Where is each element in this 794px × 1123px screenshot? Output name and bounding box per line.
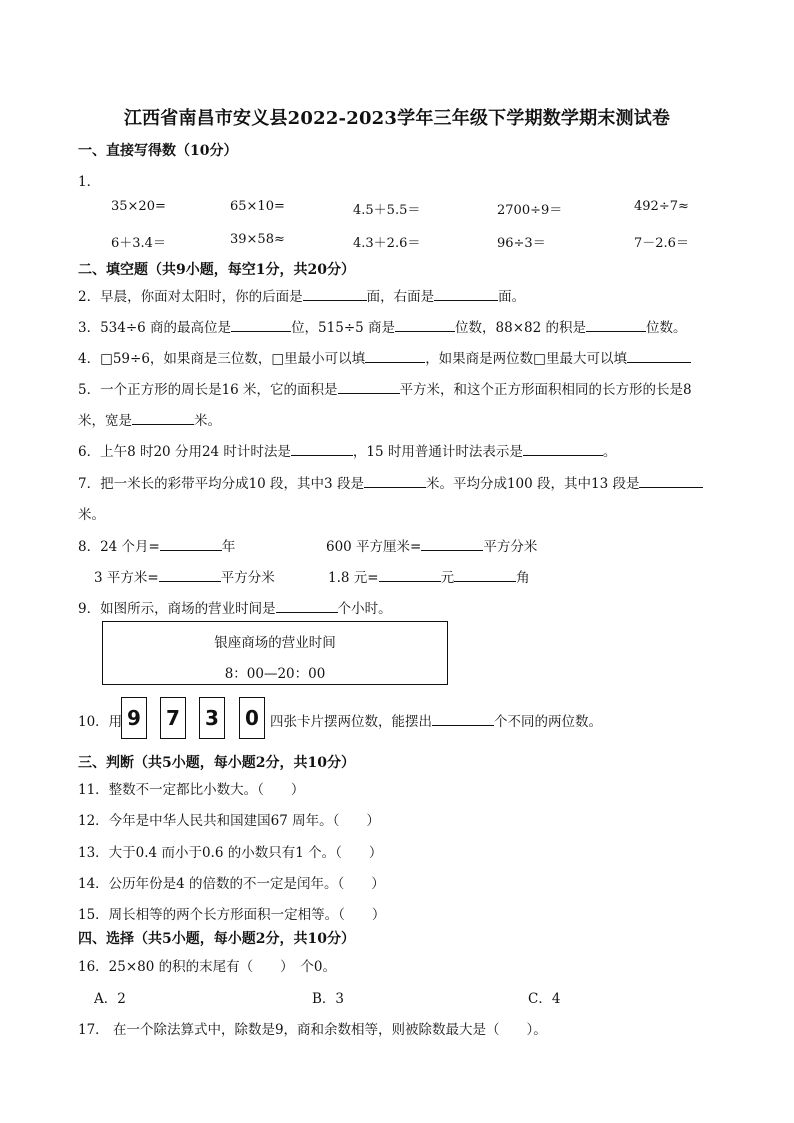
calc-item: 65×10=: [230, 199, 285, 214]
answer-blank[interactable]: [364, 473, 426, 488]
question-15: 15．周长相等的两个长方形面积一定相等。（ ）: [78, 907, 386, 923]
question-2: [78, 285, 525, 305]
question-5: [78, 378, 692, 398]
question-8-row-1b: [326, 535, 537, 555]
question-7: [78, 472, 703, 492]
calc-item: 35×20=: [111, 199, 166, 214]
question-3: [78, 316, 687, 336]
answer-blank[interactable]: [159, 567, 221, 582]
q3-text-c: 位数，88×82 的积是: [455, 320, 586, 336]
q10-text-b: 四张卡片摆两位数，能摆出: [270, 714, 432, 730]
answer-blank[interactable]: [586, 317, 646, 332]
calc-item: 39×58≈: [230, 232, 285, 247]
calc-item: 7－2.6＝: [634, 236, 689, 251]
answer-blank[interactable]: [434, 286, 498, 301]
q8-text-b: 年: [221, 539, 236, 555]
q8-text-g: 1.8 元=: [328, 570, 379, 586]
question-8-row-2b: [328, 566, 530, 586]
calc-item: 6＋3.4＝: [111, 236, 166, 251]
business-hours-box: [102, 621, 448, 685]
answer-blank[interactable]: [132, 410, 194, 425]
question-10-prefix: 10．用: [78, 714, 123, 730]
q9-text-b: 个小时。: [337, 601, 392, 617]
calc-item: 492÷7≈: [634, 199, 689, 214]
section-1-heading: 一、直接写得数（10分）: [78, 143, 238, 159]
question-13: 13．大于0.4 而小于0.6 的小数只有1 个。（ ）: [78, 845, 383, 861]
q5-text-a: 5．一个正方形的周长是16 米，它的面积是: [78, 382, 338, 398]
question-7-cont: [78, 503, 105, 523]
calc-item: 4.3＋2.6＝: [353, 236, 421, 251]
digit-card: 3: [199, 697, 225, 739]
page-title: 江西省南昌市安义县2022-2023学年三年级下学期数学期末测试卷: [123, 108, 671, 129]
answer-blank[interactable]: [303, 286, 367, 301]
q2-text-c: 面。: [498, 289, 526, 305]
q5-text-c: 米，宽是: [78, 413, 132, 429]
question-8-row-1: [78, 535, 235, 555]
question-11: 11．整数不一定都比小数大。（ ）: [78, 782, 305, 798]
q8-text-h: 元: [440, 570, 455, 586]
q3-text-a: 3．534÷6 商的最高位是: [78, 320, 232, 336]
question-17: 17． 在一个除法算式中，除数是9，商和余数相等，则被除数最大是（ ）。: [78, 1022, 547, 1038]
digit-card: 7: [160, 697, 186, 739]
question-14: 14．公历年份是4 的倍数的不一定是闰年。（ ）: [78, 876, 385, 892]
q4-text-b: ，如果商是两位数□里最大可以填: [425, 351, 627, 367]
digit-card: 0: [239, 697, 265, 739]
section-3-heading: 三、判断（共5小题，每小题2分，共10分）: [78, 755, 355, 771]
q7-text-b: 米。平均分成100 段，其中13 段是: [425, 476, 640, 492]
digit-card: 9: [121, 697, 147, 739]
q7-text-c: 米。: [78, 507, 105, 523]
question-8-row-2: [94, 566, 275, 586]
answer-blank[interactable]: [365, 348, 425, 363]
calc-item: 96÷3＝: [497, 236, 546, 251]
business-hours-title: 银座商场的营业时间: [214, 635, 336, 651]
answer-blank[interactable]: [432, 711, 494, 726]
q8-text-f: 平方分米: [220, 570, 275, 586]
q2-text-a: 2．早晨，你面对太阳时，你的后面是: [78, 289, 303, 305]
answer-blank[interactable]: [454, 567, 516, 582]
answer-blank[interactable]: [338, 379, 400, 394]
q6-text-b: ，15 时用普通计时法表示是: [352, 444, 523, 460]
q9-text-a: 9．如图所示，商场的营业时间是: [78, 601, 276, 617]
q6-text-c: 。: [602, 444, 617, 460]
q8-text-c: 600 平方厘米=: [326, 539, 422, 555]
option-a[interactable]: A．2: [94, 991, 126, 1007]
answer-blank[interactable]: [421, 536, 483, 551]
business-hours-time: 8：00—20：00: [224, 666, 326, 682]
question-6: [78, 440, 616, 460]
option-b[interactable]: B．3: [312, 991, 345, 1007]
q3-text-d: 位数。: [646, 320, 687, 336]
q3-text-b: 位，515÷5 商是: [291, 320, 396, 336]
answer-blank[interactable]: [276, 598, 338, 613]
q7-text-a: 7．把一米长的彩带平均分成10 段，其中3 段是: [78, 476, 364, 492]
q8-text-a: 8．24 个月=: [78, 539, 160, 555]
question-10: [270, 710, 602, 730]
question-16: 16．25×80 的积的末尾有（ ） 个0。: [78, 959, 336, 975]
calc-item: 2700÷9＝: [497, 203, 563, 218]
q8-text-i: 角: [516, 570, 530, 586]
answer-blank[interactable]: [523, 441, 603, 456]
section-2-heading: 二、填空题（共9小题，每空1分，共20分）: [78, 262, 355, 278]
answer-blank[interactable]: [395, 317, 455, 332]
q4-text-a: 4．□59÷6，如果商是三位数，□里最小可以填: [78, 351, 366, 367]
answer-blank[interactable]: [379, 567, 441, 582]
answer-blank[interactable]: [639, 473, 703, 488]
question-4: [78, 347, 691, 367]
q6-text-a: 6．上午8 时20 分用24 时计时法是: [78, 444, 291, 460]
answer-blank[interactable]: [231, 317, 291, 332]
question-9: [78, 597, 392, 617]
q5-text-d: 米。: [194, 413, 221, 429]
question-5-cont: [78, 409, 221, 429]
calc-item: 4.5＋5.5＝: [353, 203, 421, 218]
section-4-heading: 四、选择（共5小题，每小题2分，共10分）: [78, 931, 355, 947]
q8-text-e: 3 平方米=: [94, 570, 159, 586]
answer-blank[interactable]: [291, 441, 353, 456]
q8-text-d: 平方分米: [483, 539, 538, 555]
question-12: 12．今年是中华人民共和国建国67 周年。（ ）: [78, 813, 380, 829]
answer-blank[interactable]: [160, 536, 222, 551]
q2-text-b: 面，右面是: [366, 289, 435, 305]
q5-text-b: 平方米，和这个正方形面积相同的长方形的长是8: [399, 382, 692, 398]
option-c[interactable]: C．4: [528, 991, 561, 1007]
answer-blank[interactable]: [627, 348, 691, 363]
q10-text-c: 个不同的两位数。: [494, 714, 602, 730]
question-1-number: 1．: [78, 174, 101, 190]
